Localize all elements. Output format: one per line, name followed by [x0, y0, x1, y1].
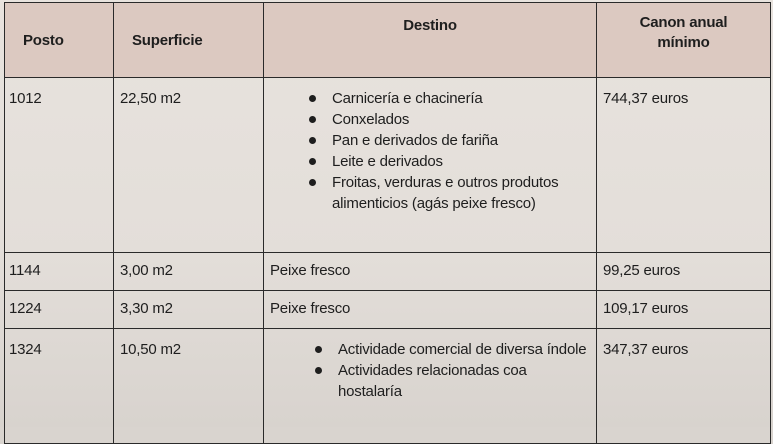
cell-destino: Peixe fresco	[264, 253, 597, 291]
list-item: Froitas, verduras e outros produtos alimenticios (agás peixe fresco)	[332, 172, 590, 214]
destino-list	[270, 339, 590, 402]
cell-destino: Peixe fresco	[264, 291, 597, 329]
cell-superficie: 3,00 m2	[114, 253, 264, 291]
cell-canon: 744,37 euros	[597, 78, 771, 253]
header-canon-line1: Canon anual	[639, 14, 728, 31]
cell-posto: 1012	[5, 78, 114, 253]
destino-list	[270, 88, 590, 214]
table-row	[5, 253, 771, 291]
cell-destino	[264, 78, 597, 253]
cell-posto: 1224	[5, 291, 114, 329]
cell-canon: 109,17 euros	[597, 291, 771, 329]
list-item: Actividades relacionadas coa hostalaría	[338, 360, 590, 402]
header-canon	[597, 3, 771, 78]
header-posto: Posto	[5, 3, 114, 78]
cell-canon: 347,37 euros	[597, 329, 771, 444]
cell-superficie: 3,30 m2	[114, 291, 264, 329]
stalls-table	[4, 2, 771, 444]
table-row	[5, 78, 771, 253]
header-destino: Destino	[264, 3, 597, 78]
list-item: Conxelados	[332, 109, 590, 130]
list-item: Carnicería e chacinería	[332, 88, 590, 109]
list-item: Actividade comercial de diversa índole	[338, 339, 590, 360]
cell-posto: 1324	[5, 329, 114, 444]
table-row	[5, 291, 771, 329]
cell-canon: 99,25 euros	[597, 253, 771, 291]
cell-posto: 1144	[5, 253, 114, 291]
cell-destino	[264, 329, 597, 444]
header-row	[5, 3, 771, 78]
list-item: Leite e derivados	[332, 151, 590, 172]
table-row	[5, 329, 771, 444]
header-superficie: Superficie	[114, 3, 264, 78]
header-canon-line2: mínimo	[657, 34, 710, 51]
cell-superficie: 22,50 m2	[114, 78, 264, 253]
cell-superficie: 10,50 m2	[114, 329, 264, 444]
list-item: Pan e derivados de fariña	[332, 130, 590, 151]
